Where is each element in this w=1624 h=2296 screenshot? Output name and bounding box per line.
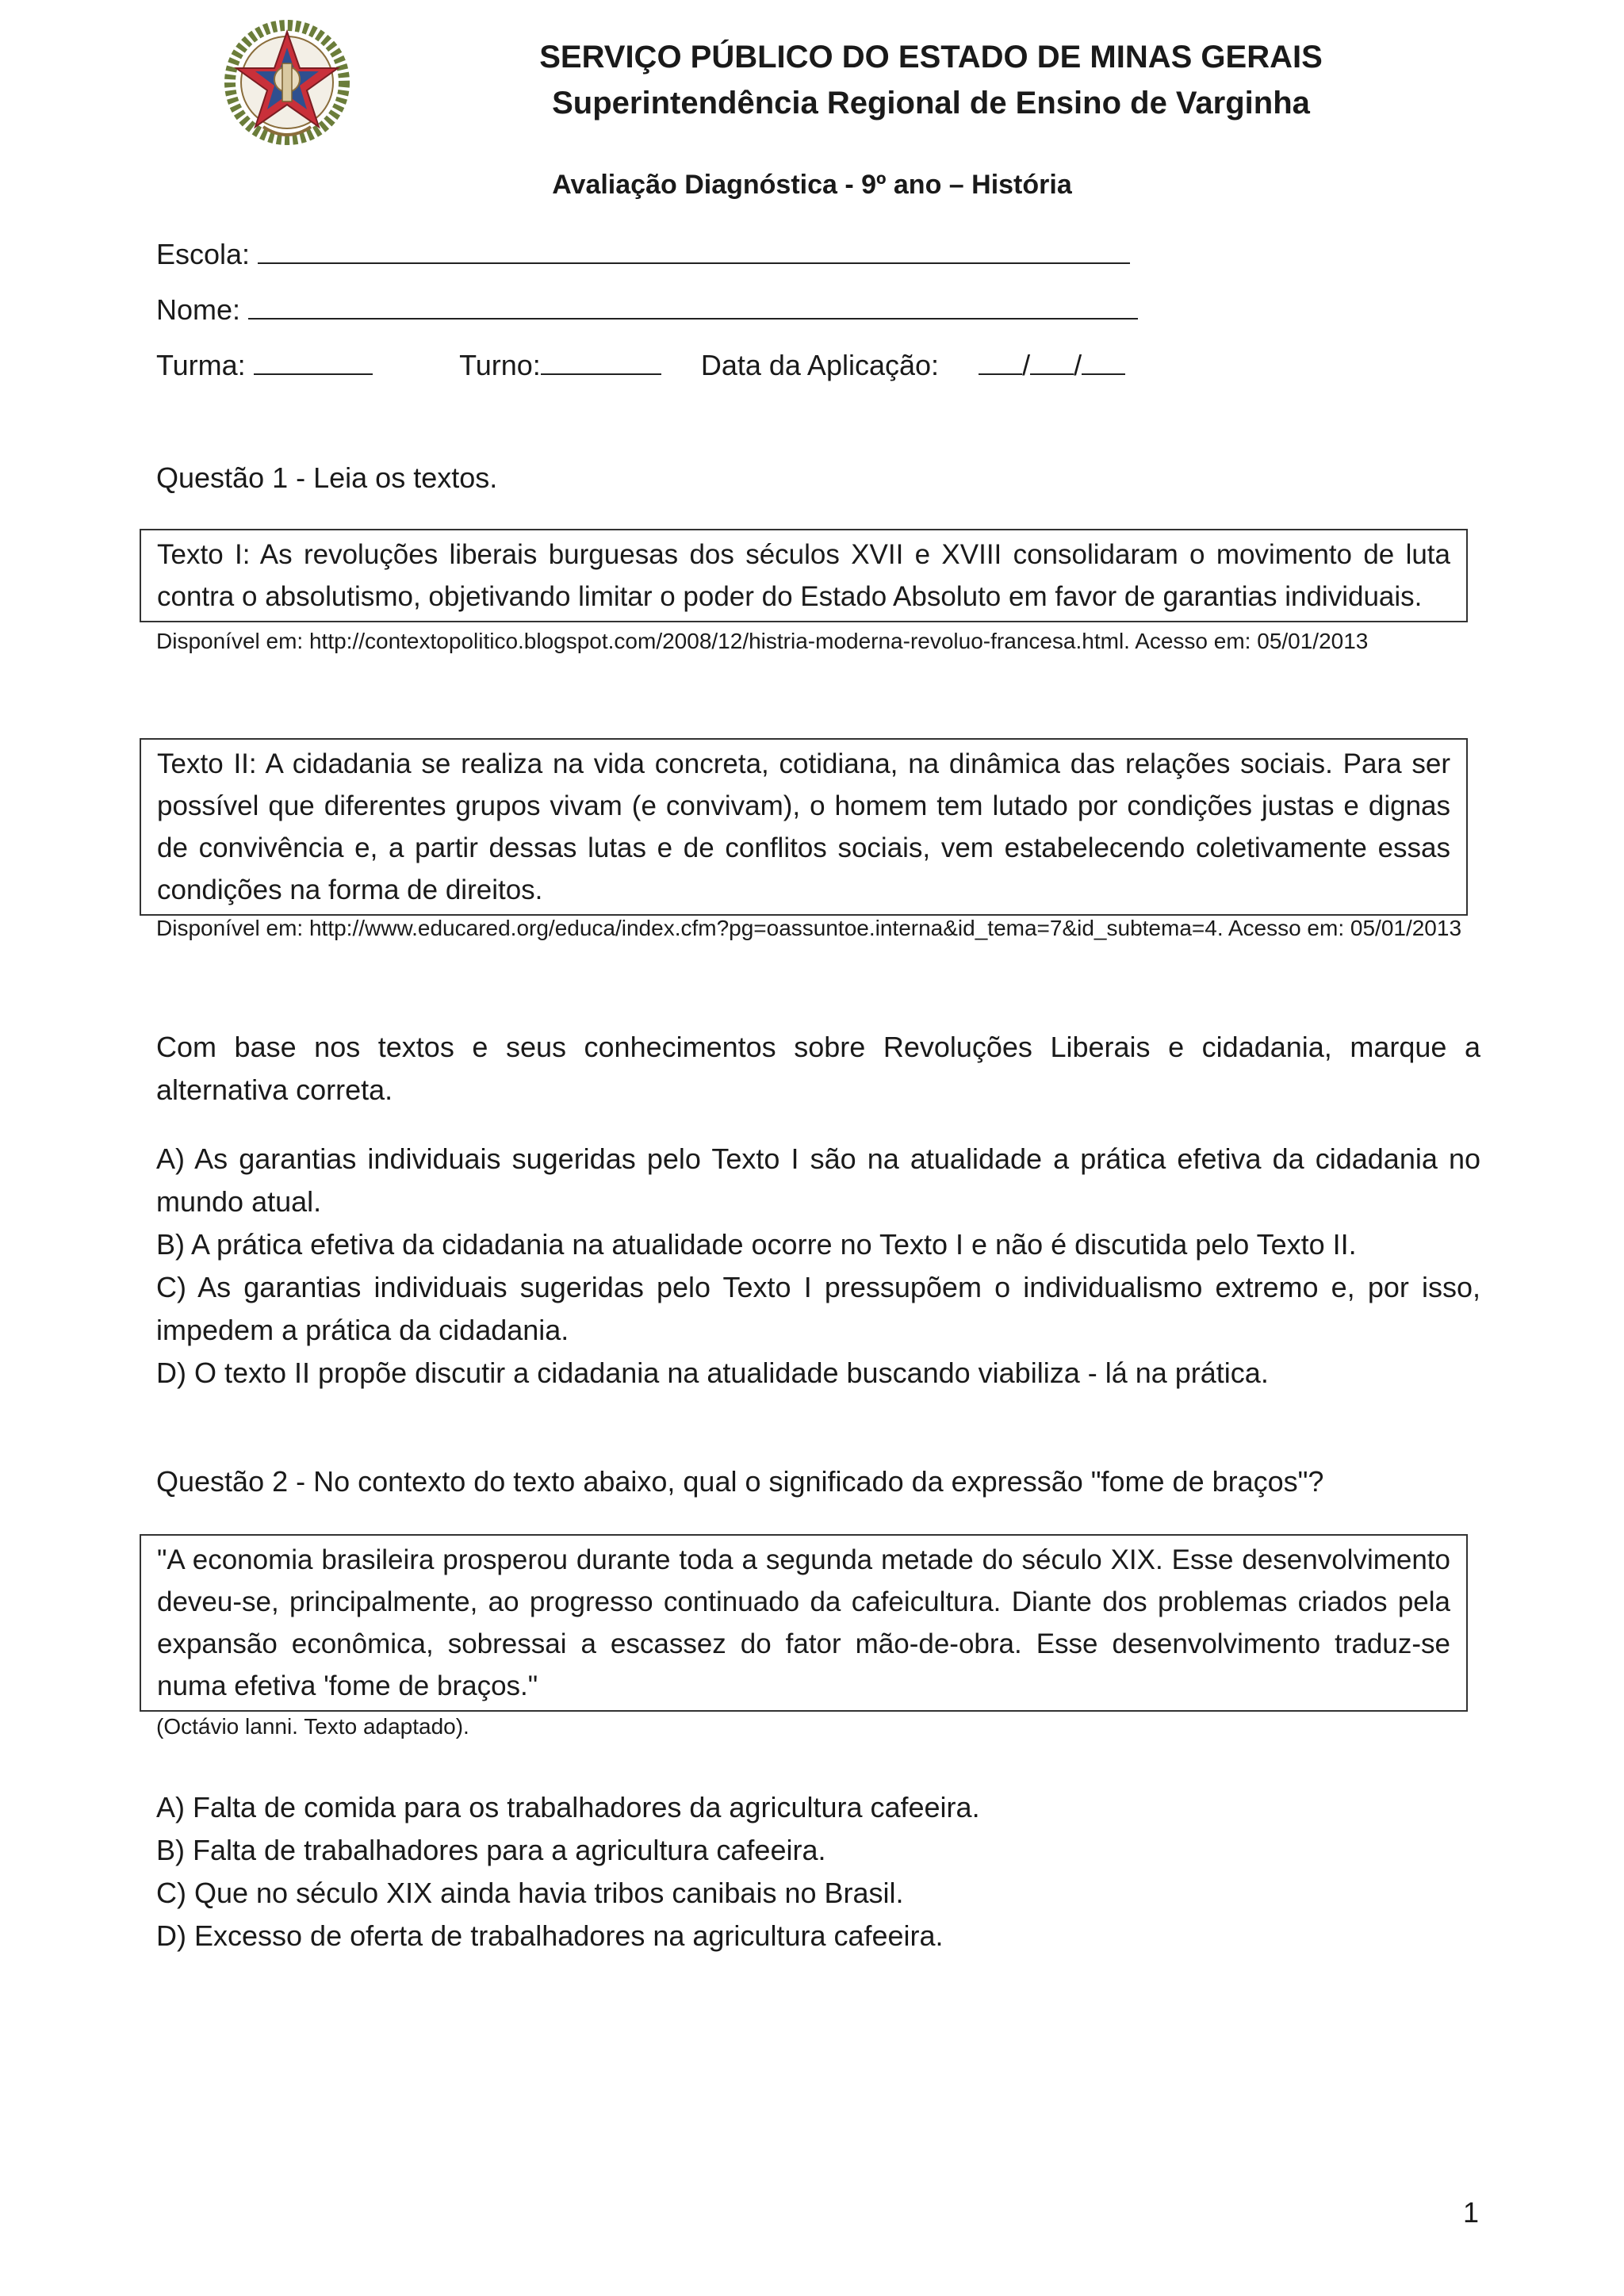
data-label: Data da Aplicação: [700, 349, 940, 381]
q2-option-c[interactable]: C) Que no século XIX ainda havia tribos canibais no Brasil. [156, 1877, 904, 1909]
question-1-statement: Com base nos textos e seus conhecimentos sobre Revoluções Liberais e cidadania, marque a alternativa correta. [156, 1031, 1480, 1106]
texto-1-source: Disponível em: http://contextopolitico.blogspot.com/2008/12/histria-moderna-revoluo-francesa.html. Acesso em: 05/01/2013 [156, 629, 1369, 653]
q2-option-b[interactable]: B) Falta de trabalhadores para a agricultura cafeeira. [156, 1834, 826, 1866]
date-slash-1: / [1022, 349, 1031, 381]
state-seal-logo [216, 16, 358, 146]
nome-label: Nome: [156, 293, 241, 326]
escola-label: Escola: [156, 238, 251, 270]
question-1-prompt: Questão 1 - Leia os textos. [156, 461, 498, 494]
quote-source: (Octávio lanni. Texto adaptado). [156, 1714, 469, 1739]
header-title: SERVIÇO PÚBLICO DO ESTADO DE MINAS GERAIS [539, 40, 1323, 75]
turno-line[interactable] [541, 350, 661, 375]
escola-line[interactable] [258, 239, 1130, 264]
date-year-line[interactable] [1082, 350, 1125, 375]
page-number: 1 [1462, 2196, 1479, 2229]
header-subtitle: Superintendência Regional de Ensino de Varginha [552, 86, 1310, 121]
escola-field[interactable] [156, 238, 1130, 271]
quote-box: "A economia brasileira prosperou durante toda a segunda metade do século XIX. Esse desenvolvimento deveu-se, principalmente, ao progresso continuado da cafeicultura. Diante dos problemas criados pela expansão econômica, sobressai a escassez do fator mão-de-obra. Esse desenvolvimento traduz-se numa efetiva 'fome de braços." [140, 1534, 1468, 1712]
q1-option-a[interactable]: A) As garantias individuais sugeridas pelo Texto I são na atualidade a prática efetiva da cidadania no mundo atual. [156, 1142, 1480, 1218]
q2-option-a[interactable]: A) Falta de comida para os trabalhadores da agricultura cafeeira. [156, 1791, 980, 1823]
date-slash-2: / [1074, 349, 1082, 381]
q2-option-d[interactable]: D) Excesso de oferta de trabalhadores na agricultura cafeeira. [156, 1919, 944, 1952]
q1-option-d[interactable]: D) O texto II propõe discutir a cidadania na atualidade buscando viabiliza - lá na prática. [156, 1357, 1269, 1389]
question-2-prompt: Questão 2 - No contexto do texto abaixo, qual o significado da expressão "fome de braços"? [156, 1465, 1324, 1498]
question-2-options [156, 1786, 1480, 1957]
exam-title: Avaliação Diagnóstica - 9º ano – História [552, 170, 1072, 200]
question-1-options [156, 1138, 1480, 1395]
texto-1-box: Texto I: As revoluções liberais burguesas dos séculos XVII e XVIII consolidaram o movimento de luta contra o absolutismo, objetivando limitar o poder do Estado Absoluto em favor de garantias individuais. [140, 529, 1468, 622]
nome-field[interactable] [156, 293, 1138, 327]
q1-option-b[interactable]: B) A prática efetiva da cidadania na atualidade ocorre no Texto I e não é discutida pelo Texto II. [156, 1228, 1357, 1261]
turma-line[interactable] [254, 350, 373, 375]
texto-2-source: Disponível em: http://www.educared.org/educa/index.cfm?pg=oassuntoe.interna&id_tema=7&id_subtema=4. Acesso em: 05/01/2013 [156, 916, 1462, 940]
texto-2-box: Texto II: A cidadania se realiza na vida concreta, cotidiana, na dinâmica das relações sociais. Para ser possível que diferentes grupos vivam (e convivam), o homem tem lutado por condições justas e dignas de convivência e, a partir dessas lutas e de conflitos sociais, vem estabelecendo coletivamente essas condições na forma de direitos. [140, 738, 1468, 916]
turma-label: Turma: [156, 349, 246, 381]
turma-turno-data-row [156, 349, 1125, 382]
date-day-line[interactable] [979, 350, 1022, 375]
date-month-line[interactable] [1030, 350, 1074, 375]
q1-option-c[interactable]: C) As garantias individuais sugeridas pelo Texto I pressupõem o individualismo extremo e, por isso, impedem a prática da cidadania. [156, 1271, 1480, 1346]
turno-label: Turno: [459, 349, 541, 381]
nome-line[interactable] [248, 294, 1138, 320]
